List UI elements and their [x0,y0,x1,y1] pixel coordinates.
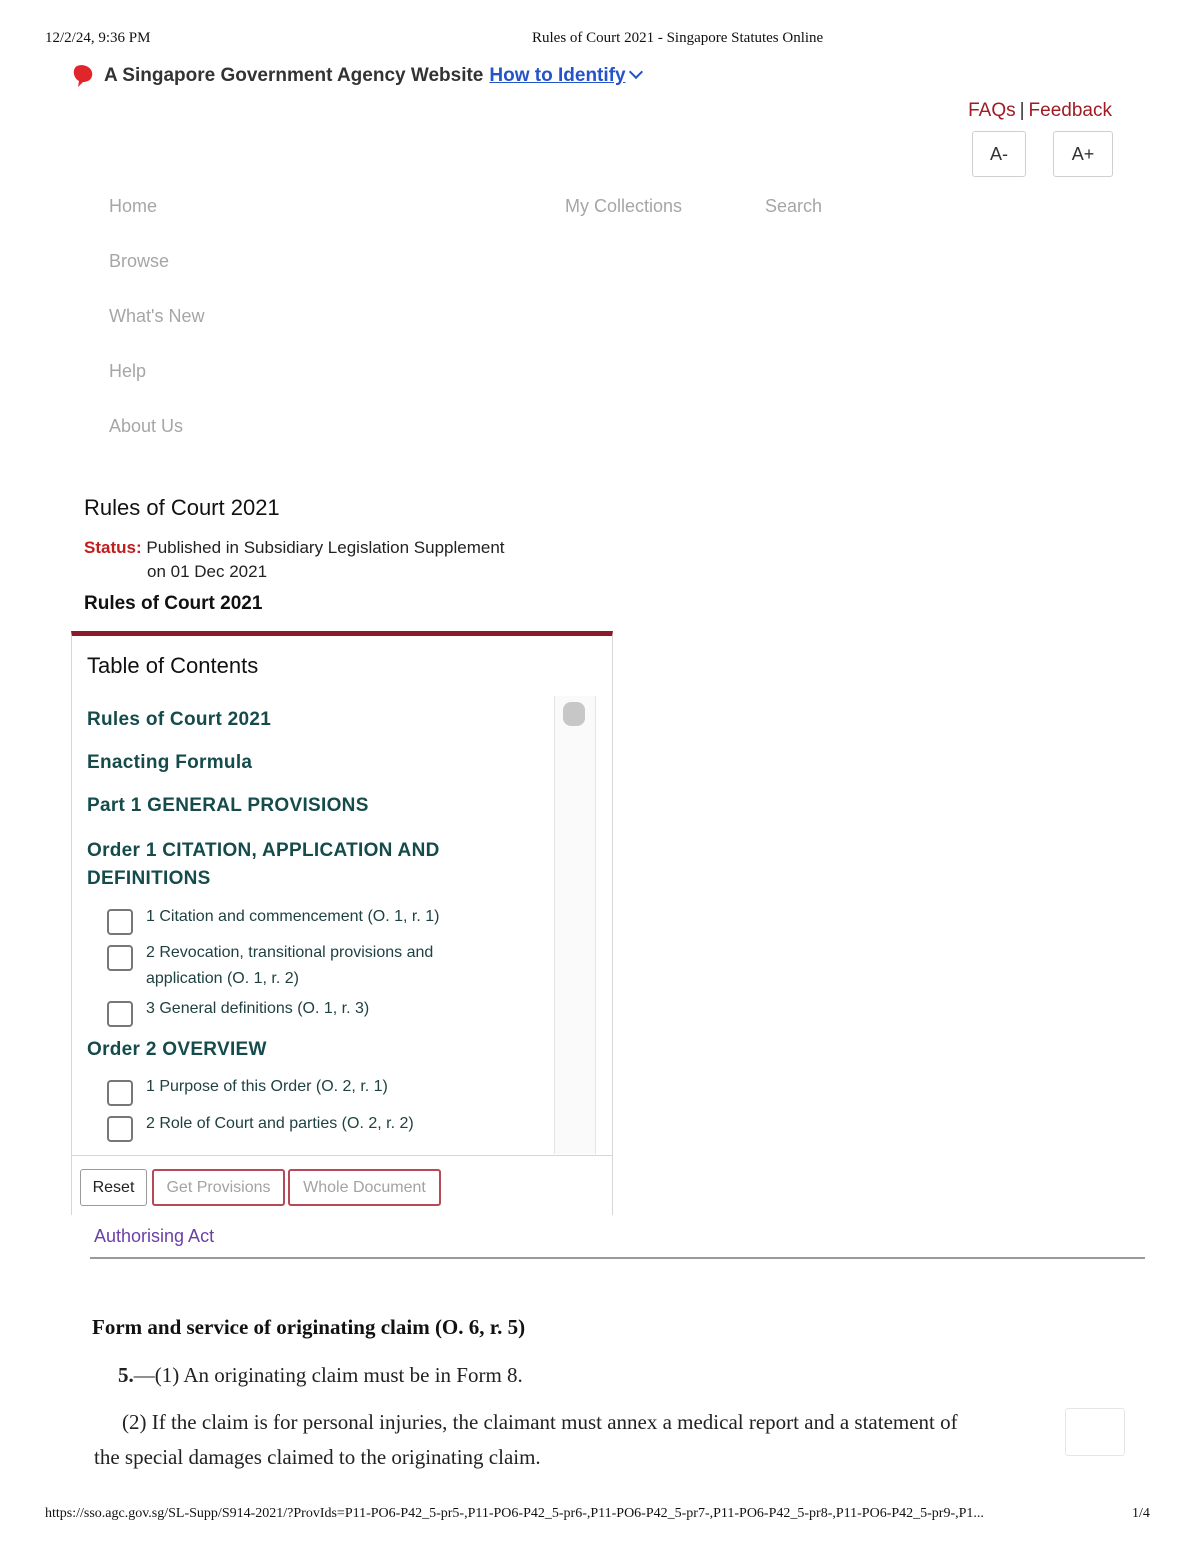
toc-item-o1-r3[interactable]: 3 General definitions (O. 1, r. 3) [146,1000,370,1017]
authorising-act-link[interactable]: Authorising Act [94,1226,215,1246]
nav-help[interactable]: Help [109,361,147,381]
reset-button[interactable]: Reset [80,1169,147,1206]
checkbox-o2-r1[interactable] [107,1080,133,1106]
toc-heading: Table of Contents [87,653,259,678]
toc-link-part1[interactable]: Part 1 GENERAL PROVISIONS [87,795,369,816]
checkbox-o1-r3[interactable] [107,1001,133,1027]
toc-item-o1-r2-line1: 2 Revocation, transitional provisions and [146,944,434,961]
chevron-down-icon[interactable] [628,65,642,79]
gov-banner [72,64,641,88]
toc-item-o1-r2[interactable] [146,940,546,992]
provision-paragraph-1 [118,1363,523,1388]
feedback-link[interactable]: Feedback [1028,100,1112,121]
whole-document-button[interactable]: Whole Document [288,1169,441,1206]
toc-order1-line2: DEFINITIONS [87,868,211,889]
toc-item-o2-r1[interactable]: 1 Purpose of this Order (O. 2, r. 1) [146,1078,388,1095]
top-links [968,100,1112,122]
how-to-identify-link[interactable]: How to Identify [489,65,626,86]
checkbox-o1-r1[interactable] [107,909,133,935]
document-status [84,536,505,584]
document-title: Rules of Court 2021 [84,495,280,520]
increase-font-button[interactable]: A+ [1053,131,1113,177]
toc-link-order2[interactable]: Order 2 OVERVIEW [87,1039,267,1060]
toc-link-enacting-formula[interactable]: Enacting Formula [87,752,253,773]
nav-my-collections[interactable]: My Collections [565,196,683,216]
print-page-number: 1/4 [1132,1506,1150,1521]
divider [90,1257,1145,1259]
nav-whats-new[interactable]: What's New [109,306,205,326]
toc-item-o1-r2-line2: application (O. 1, r. 2) [146,970,299,987]
provision-paragraph-2-line1: (2) If the claim is for personal injuries, the claimant must annex a medical report and a statement of [122,1410,958,1434]
print-footer-url: https://sso.agc.gov.sg/SL-Supp/S914-2021/?ProvIds=P11-PO6-P42_5-pr5-,P11-PO6-P42_5-pr6-,P11-PO6-P42_5-pr7-,P11-PO6-P42_5-pr8-,P11-PO6-P42_5-pr9-,P1... [45,1506,984,1521]
decrease-font-button[interactable]: A- [972,131,1026,177]
provision-number: 5. [118,1363,134,1387]
floating-box [1065,1408,1125,1456]
nav-about-us[interactable]: About Us [109,416,184,436]
scrollbar-thumb[interactable] [563,702,585,726]
checkbox-o1-r2[interactable] [107,945,133,971]
toc-scrollbar[interactable] [554,696,596,1154]
status-text-line1: Published in Subsidiary Legislation Supplement [146,538,505,557]
provision-p1-text: —(1) An originating claim must be in Form 8. [133,1363,523,1387]
toc-item-o1-r1[interactable]: 1 Citation and commencement (O. 1, r. 1) [146,908,440,925]
toc-link-rules[interactable]: Rules of Court 2021 [87,709,272,730]
gov-banner-text: A Singapore Government Agency Website [104,65,484,86]
nav-home[interactable]: Home [109,196,158,216]
provision-title: Form and service of originating claim (O. 6, r. 5) [92,1315,526,1339]
get-provisions-button[interactable]: Get Provisions [152,1169,285,1206]
status-text-line2: on 01 Dec 2021 [147,562,268,581]
lion-head-icon [72,64,94,88]
print-page-title: Rules of Court 2021 - Singapore Statutes Online [532,30,824,46]
nav-browse[interactable]: Browse [109,251,170,271]
toc-button-bar [72,1155,612,1212]
toc-link-order1[interactable] [87,837,440,893]
document-subtitle: Rules of Court 2021 [84,593,263,614]
status-label: Status: [84,538,142,557]
toc-item-o2-r2[interactable]: 2 Role of Court and parties (O. 2, r. 2) [146,1115,414,1132]
faqs-link[interactable]: FAQs [968,100,1016,121]
toc-order1-line1: Order 1 CITATION, APPLICATION AND [87,840,440,861]
toc-list[interactable] [72,696,552,1154]
separator: | [1019,100,1025,121]
checkbox-o2-r2[interactable] [107,1116,133,1142]
nav-search[interactable]: Search [765,196,823,216]
toc-panel [71,631,613,1215]
print-date: 12/2/24, 9:36 PM [45,30,151,46]
provision-paragraph-2-line2: the special damages claimed to the originating claim. [94,1445,541,1469]
